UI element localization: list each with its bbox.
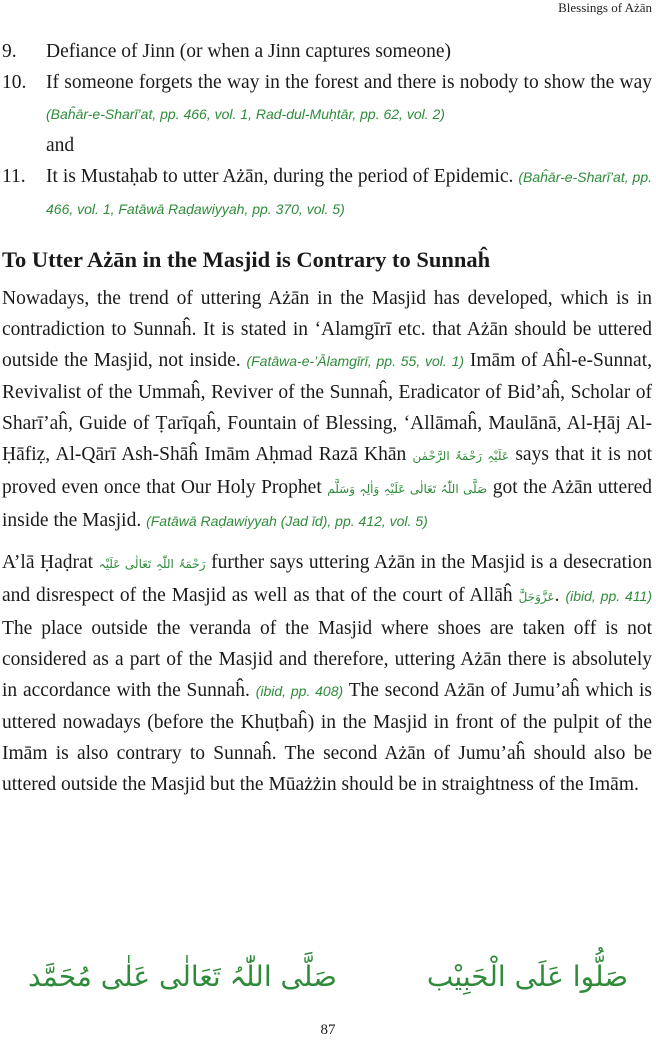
text: got the Ażān uttered inside the Masjid. xyxy=(2,477,653,531)
blessing-right: صَلُّوا عَلَی الْحَبِیْب xyxy=(426,960,629,993)
text: Nowadays, the trend of uttering Ażān in the Masjid has developed, which is in contradiction to Sunnaĥ. It is stated in ‘Alamgīrī etc. that Ażān should be uttered outside the Masjid, not inside. xyxy=(2,288,652,371)
list-item xyxy=(2,36,652,67)
blessing-left: صَلَّی اللّٰہُ تَعَالٰی عَلٰی مُحَمَّد xyxy=(27,960,337,993)
arabic-honorific: عَلَیْہِ رَحْمَۃُ الرَّحْمٰن xyxy=(412,449,510,463)
item-number: 10. xyxy=(2,72,27,93)
reference: (ibid, pp. 411) xyxy=(565,588,653,604)
page-content xyxy=(2,36,652,810)
text: . xyxy=(554,585,560,606)
arabic-salutation: صَلَّی اللّٰہُ تَعَالٰی عَلَیْہِ وَاٰلِہٖ وَسَلَّم xyxy=(327,482,488,496)
item-body: Defiance of Jinn (or when a Jinn captures someone) xyxy=(46,41,452,62)
item-number: 9. xyxy=(2,41,17,62)
item-text xyxy=(46,67,652,161)
reference: (ibid, pp. 408) xyxy=(255,683,344,699)
item-body: If someone forgets the way in the forest and there is nobody to show the way xyxy=(46,72,652,93)
item-number: 11. xyxy=(2,166,26,187)
text: further says uttering Ażān in the Masjid is a desecration and disrespect of the Masjid as well as that of the court of Allāĥ xyxy=(2,552,653,606)
running-header: Blessings of Ażān xyxy=(558,0,652,15)
arabic-honorific: عَزَّوَجَلَّ xyxy=(518,590,555,604)
item-text xyxy=(46,36,652,67)
item-continuation: and xyxy=(46,135,75,156)
page-number: 87 xyxy=(320,1022,336,1038)
durood-line xyxy=(0,960,656,993)
reference: (Fatāwā Raḍawiyyah (Jad īd), pp. 412, vol. 5) xyxy=(146,513,428,529)
item-text xyxy=(46,161,652,225)
text: A’lā Ḥaḍrat xyxy=(2,552,94,573)
list-item xyxy=(2,67,652,161)
text: Imām of Aĥl-e-Sunnat, Revivalist of the Ummaĥ, Reviver of the Sunnaĥ, Eradicator of Bid’aĥ, Scholar of Sharī’aĥ, Guide of Ṭarīqaĥ, Fountain of Blessing, ‘Allāmaĥ, Maulānā, Al-Ḥāj Al-Ḥāfiẓ, Al-Qārī Ash-Shāĥ Imām Aḥmad Razā Khān xyxy=(2,350,652,465)
list-item xyxy=(2,161,652,225)
section-heading: To Utter Ażān in the Masjid is Contrary to Sunnaĥ xyxy=(2,247,491,272)
arabic-honorific: رَحْمَۃُ اللّٰہِ تَعَالٰی عَلَیْہ xyxy=(98,557,206,571)
paragraph-2 xyxy=(2,547,652,800)
reference: (Fatāwa-e-’Ālamgīrī, pp. 55, vol. 1) xyxy=(246,353,465,369)
reference: (Baĥār-e-Sharī’at, pp. 466, vol. 1, Fatāwā Raḍawiyyah, pp. 370, vol. 5) xyxy=(46,169,653,217)
paragraph-1 xyxy=(2,283,652,537)
item-body: It is Mustaḥab to utter Ażān, during the period of Epidemic. xyxy=(46,166,514,187)
text: The second Ażān of Jumu’aĥ which is uttered nowadays (before the Khuṭbaĥ) in the Masjid in front of the pulpit of the Imām is also contrary to Sunnaĥ. The second Ażān of Jumu’aĥ should also be uttered outside the Masjid but the Mūażżin should be in straightness of the Imām. xyxy=(2,680,653,795)
text: The place outside the veranda of the Masjid where shoes are taken off is not considered as a part of the Masjid and therefore, uttering Ażān there is absolutely in accordance with the Sunnaĥ. xyxy=(2,618,652,701)
reference: (Baĥār-e-Sharī’at, pp. 466, vol. 1, Rad-dul-Muḥtār, pp. 62, vol. 2) xyxy=(46,106,445,122)
text: says that it is not proved even once that Our Holy Prophet xyxy=(2,444,653,498)
